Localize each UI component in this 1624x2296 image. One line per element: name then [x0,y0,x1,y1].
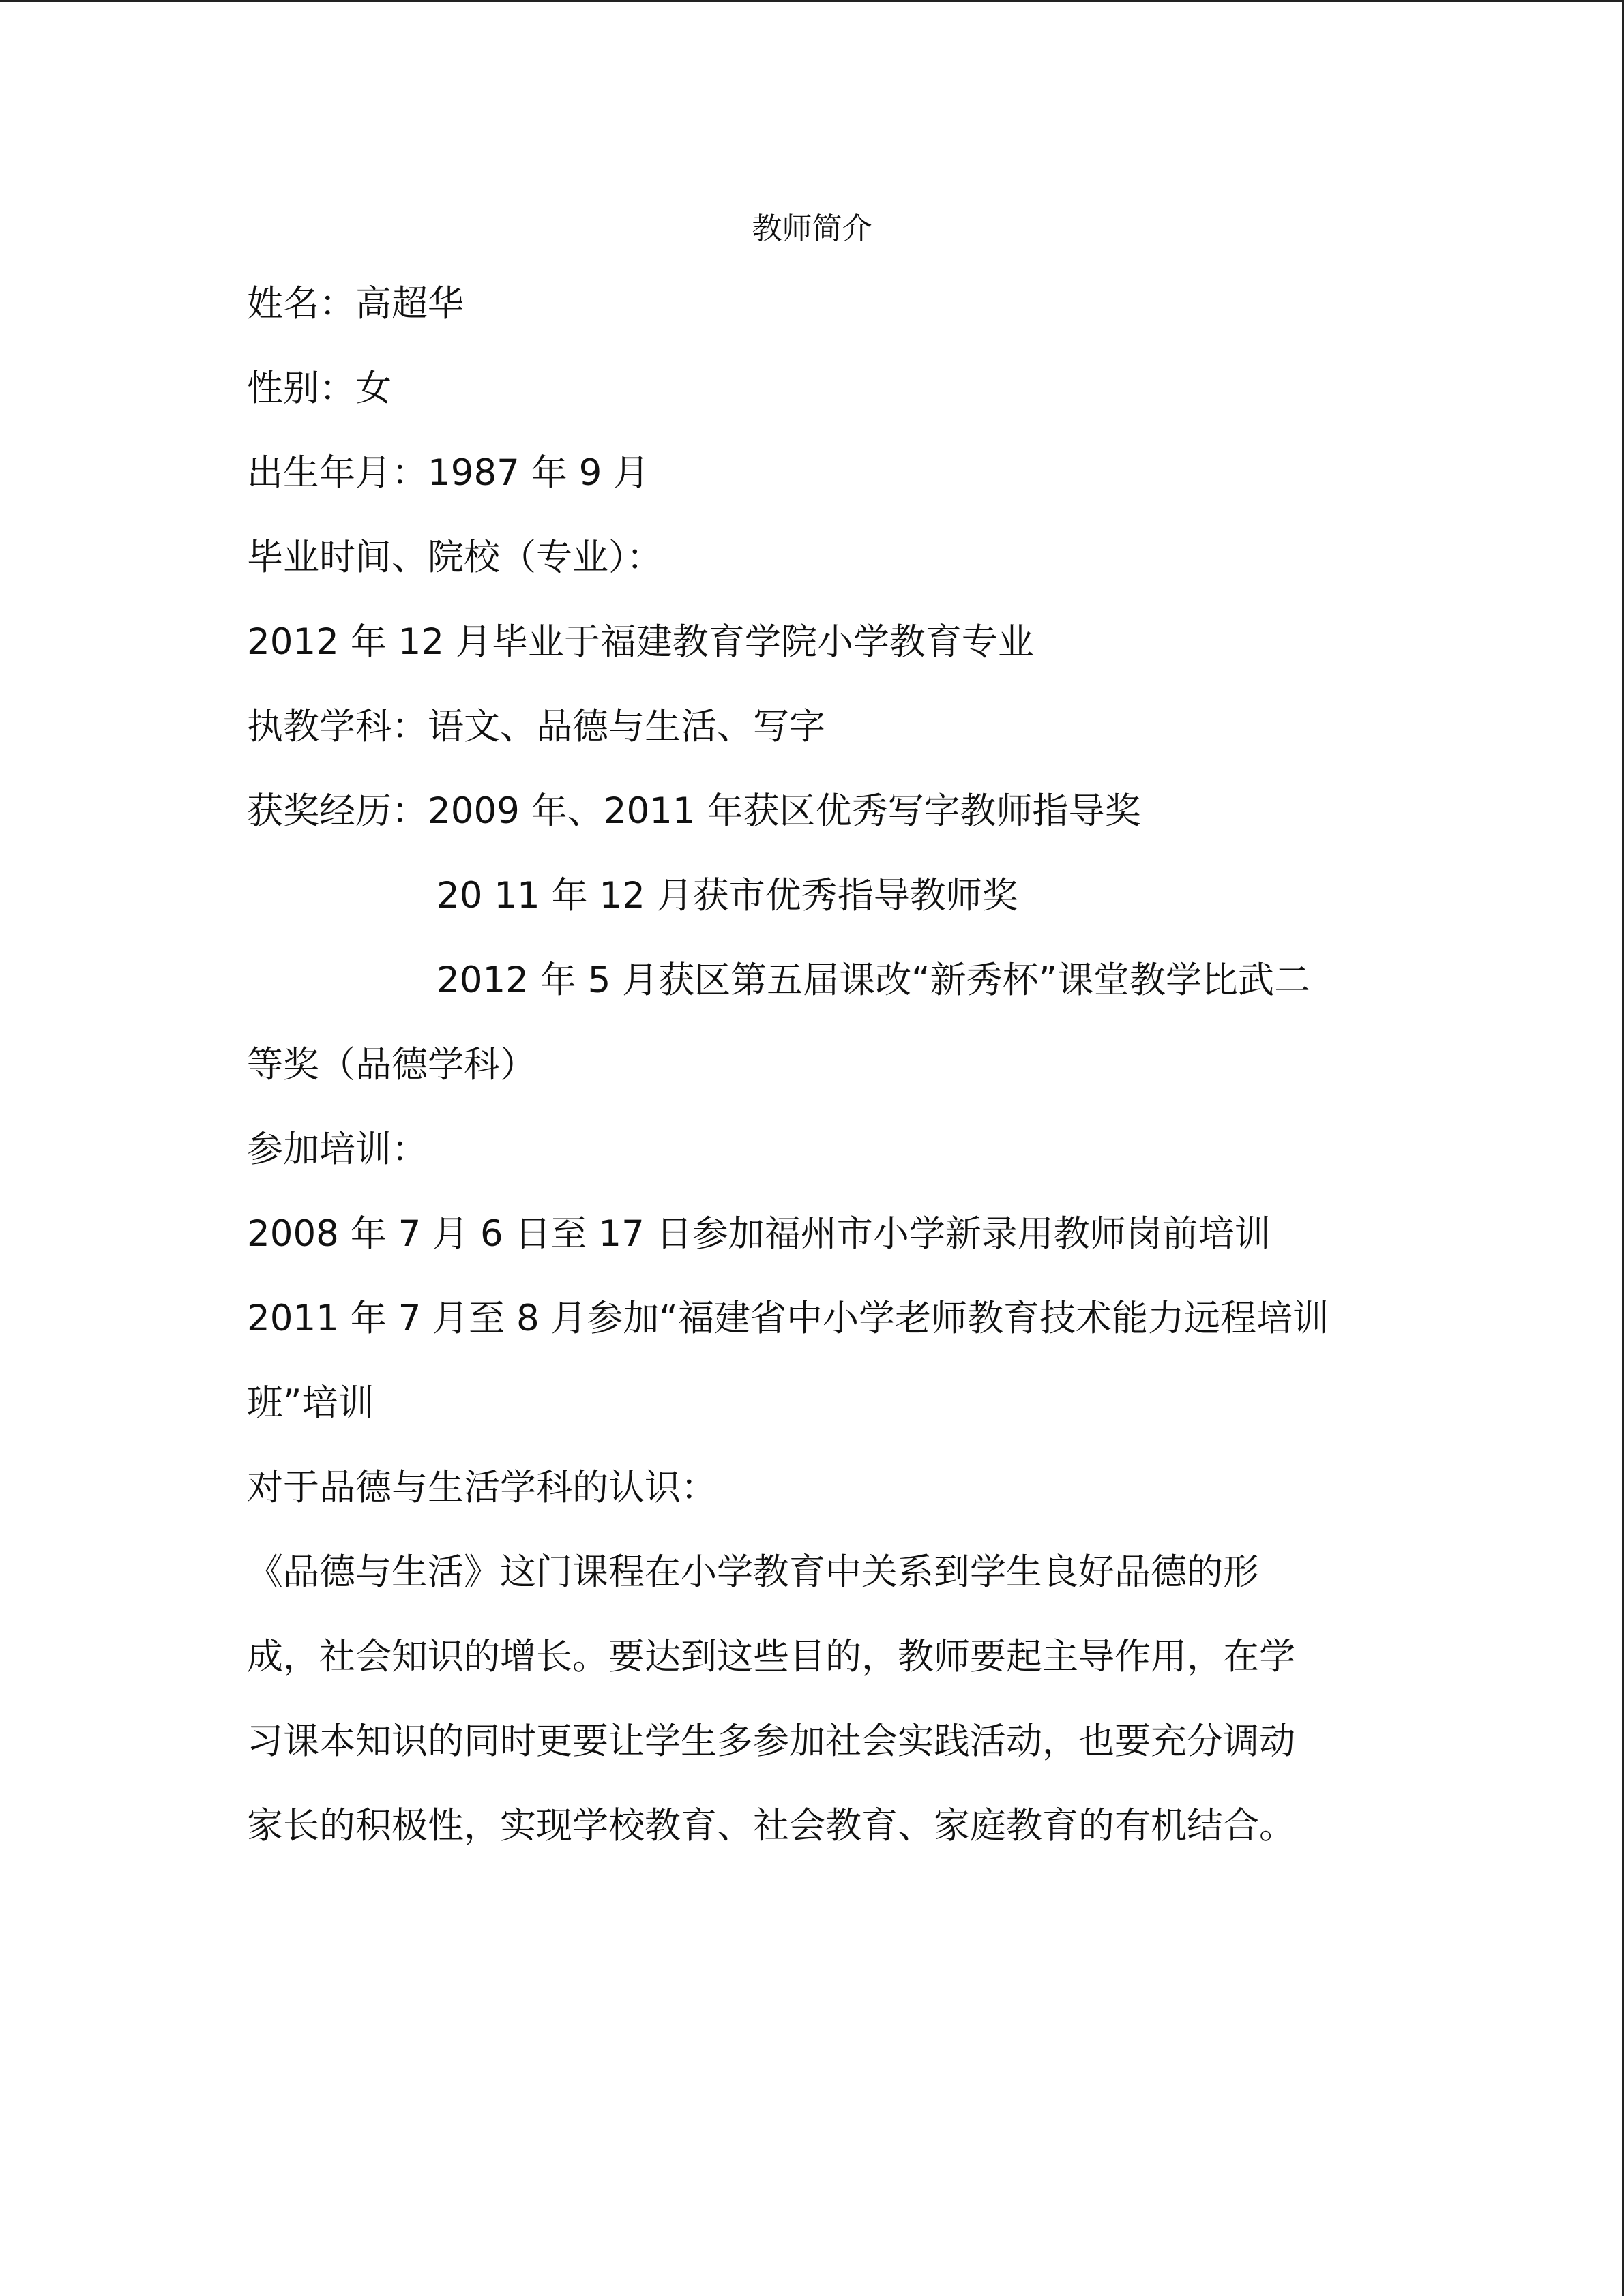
training-heading: 参加培训： [247,1129,428,1170]
awards-line-3: 2012 年 5 月获区第五届课改“新秀杯”课堂教学比武二 [437,959,1311,1001]
training-line-1: 2008 年 7 月 6 日至 17 日参加福州市小学新录用教师岗前培训 [247,1213,1271,1255]
awards-line-2: 20 11 年 12 月获市优秀指导教师奖 [437,875,1018,916]
name-line: 姓名：高超华 [247,283,464,325]
page-top-border [0,0,1624,2]
understanding-paragraph-line-3: 习课本知识的同时更要让学生多参加社会实践活动，也要充分调动 [247,1720,1295,1762]
understanding-heading: 对于品德与生活学科的认识： [247,1467,717,1508]
understanding-paragraph-line-2: 成，社会知识的增长。要达到这些目的，教师要起主导作用，在学 [247,1636,1295,1678]
birth-line: 出生年月：1987 年 9 月 [247,452,650,494]
awards-line-3-continued: 等奖（品德学科） [247,1044,536,1086]
understanding-paragraph-line-1: 《品德与生活》这门课程在小学教育中关系到学生良好品德的形 [247,1551,1259,1593]
subjects-line: 执教学科：语文、品德与生活、写字 [247,706,825,747]
understanding-paragraph-line-4: 家长的积极性，实现学校教育、社会教育、家庭教育的有机结合。 [247,1805,1295,1847]
training-line-2: 2011 年 7 月至 8 月参加“福建省中小学老师教育技术能力远程培训 [247,1298,1329,1339]
graduation-heading: 毕业时间、院校（专业）： [247,537,663,578]
training-line-2-continued: 班”培训 [247,1382,374,1424]
awards-line-1: 获奖经历：2009 年、2011 年获区优秀写字教师指导奖 [247,790,1141,832]
graduation-detail: 2012 年 12 月毕业于福建教育学院小学教育专业 [247,621,1034,663]
gender-line: 性别：女 [247,368,392,409]
document-title: 教师简介 [752,211,872,246]
